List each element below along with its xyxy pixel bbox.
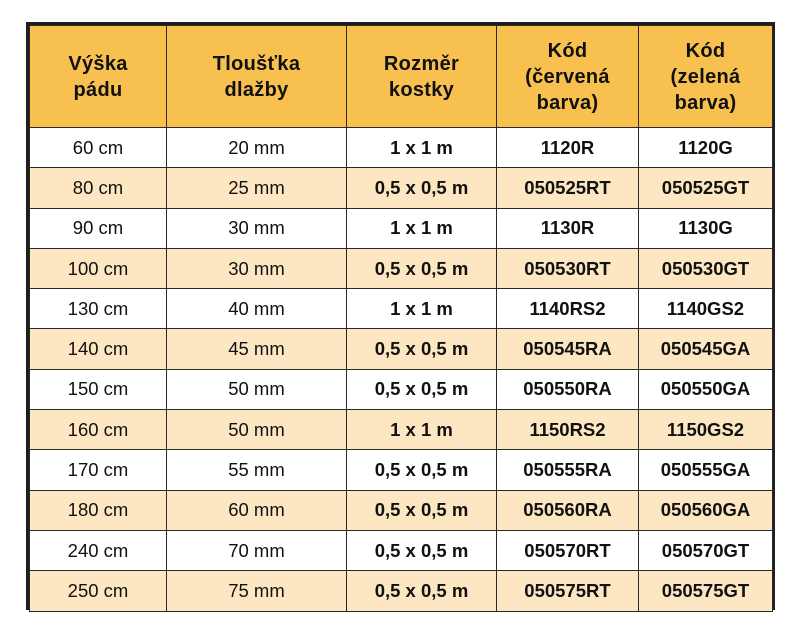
cell-tile-thickness: 70 mm — [167, 530, 347, 570]
header-code-green: Kód (zelená barva) — [639, 26, 773, 128]
cell-tile-size: 0,5 x 0,5 m — [347, 450, 497, 490]
cell-tile-thickness: 50 mm — [167, 369, 347, 409]
table-row — [30, 450, 773, 490]
cell-fall-height: 150 cm — [30, 369, 167, 409]
cell-tile-thickness: 30 mm — [167, 208, 347, 248]
product-table — [29, 25, 773, 612]
cell-tile-thickness: 60 mm — [167, 490, 347, 530]
cell-code-green: 1130G — [639, 208, 773, 248]
header-fall-height: Výška pádu — [30, 26, 167, 128]
table-row — [30, 289, 773, 329]
cell-tile-thickness: 30 mm — [167, 248, 347, 288]
cell-fall-height: 100 cm — [30, 248, 167, 288]
cell-tile-size: 0,5 x 0,5 m — [347, 329, 497, 369]
cell-code-green: 1140GS2 — [639, 289, 773, 329]
table-row — [30, 128, 773, 168]
cell-fall-height: 80 cm — [30, 168, 167, 208]
table-row — [30, 208, 773, 248]
cell-fall-height: 90 cm — [30, 208, 167, 248]
cell-fall-height: 170 cm — [30, 450, 167, 490]
cell-code-red: 050575RT — [497, 571, 639, 611]
cell-code-green: 050530GT — [639, 248, 773, 288]
cell-code-red: 050555RA — [497, 450, 639, 490]
cell-code-green: 050525GT — [639, 168, 773, 208]
cell-tile-thickness: 20 mm — [167, 128, 347, 168]
cell-fall-height: 180 cm — [30, 490, 167, 530]
cell-tile-thickness: 45 mm — [167, 329, 347, 369]
cell-fall-height: 60 cm — [30, 128, 167, 168]
cell-fall-height: 240 cm — [30, 530, 167, 570]
cell-code-green: 050575GT — [639, 571, 773, 611]
cell-code-green: 050545GA — [639, 329, 773, 369]
cell-code-green: 050560GA — [639, 490, 773, 530]
cell-tile-size: 1 x 1 m — [347, 289, 497, 329]
cell-tile-size: 1 x 1 m — [347, 410, 497, 450]
cell-fall-height: 160 cm — [30, 410, 167, 450]
cell-code-green: 050570GT — [639, 530, 773, 570]
header-tile-size: Rozměr kostky — [347, 26, 497, 128]
cell-tile-size: 1 x 1 m — [347, 208, 497, 248]
cell-tile-thickness: 40 mm — [167, 289, 347, 329]
table-body — [30, 128, 773, 612]
cell-code-green: 1120G — [639, 128, 773, 168]
cell-fall-height: 140 cm — [30, 329, 167, 369]
cell-fall-height: 250 cm — [30, 571, 167, 611]
cell-code-red: 1120R — [497, 128, 639, 168]
cell-code-red: 050525RT — [497, 168, 639, 208]
cell-tile-thickness: 25 mm — [167, 168, 347, 208]
table-row — [30, 530, 773, 570]
cell-code-red: 050530RT — [497, 248, 639, 288]
cell-code-red: 1130R — [497, 208, 639, 248]
cell-tile-size: 0,5 x 0,5 m — [347, 571, 497, 611]
table-row — [30, 248, 773, 288]
table-row — [30, 410, 773, 450]
table-header — [30, 26, 773, 128]
table-row — [30, 329, 773, 369]
cell-code-red: 050570RT — [497, 530, 639, 570]
cell-tile-size: 0,5 x 0,5 m — [347, 248, 497, 288]
cell-code-red: 050545RA — [497, 329, 639, 369]
product-table-frame — [26, 22, 775, 610]
cell-tile-size: 0,5 x 0,5 m — [347, 530, 497, 570]
cell-code-red: 050560RA — [497, 490, 639, 530]
cell-tile-size: 0,5 x 0,5 m — [347, 168, 497, 208]
cell-code-green: 050555GA — [639, 450, 773, 490]
table-row — [30, 168, 773, 208]
header-tile-thickness: Tloušťka dlažby — [167, 26, 347, 128]
cell-code-green: 050550GA — [639, 369, 773, 409]
cell-tile-thickness: 75 mm — [167, 571, 347, 611]
table-row — [30, 490, 773, 530]
cell-code-green: 1150GS2 — [639, 410, 773, 450]
table-row — [30, 369, 773, 409]
cell-tile-size: 0,5 x 0,5 m — [347, 369, 497, 409]
cell-code-red: 1150RS2 — [497, 410, 639, 450]
header-row — [30, 26, 773, 128]
cell-tile-size: 0,5 x 0,5 m — [347, 490, 497, 530]
cell-fall-height: 130 cm — [30, 289, 167, 329]
table-row — [30, 571, 773, 611]
cell-code-red: 050550RA — [497, 369, 639, 409]
header-code-red: Kód (červená barva) — [497, 26, 639, 128]
cell-tile-thickness: 50 mm — [167, 410, 347, 450]
cell-tile-thickness: 55 mm — [167, 450, 347, 490]
cell-tile-size: 1 x 1 m — [347, 128, 497, 168]
cell-code-red: 1140RS2 — [497, 289, 639, 329]
